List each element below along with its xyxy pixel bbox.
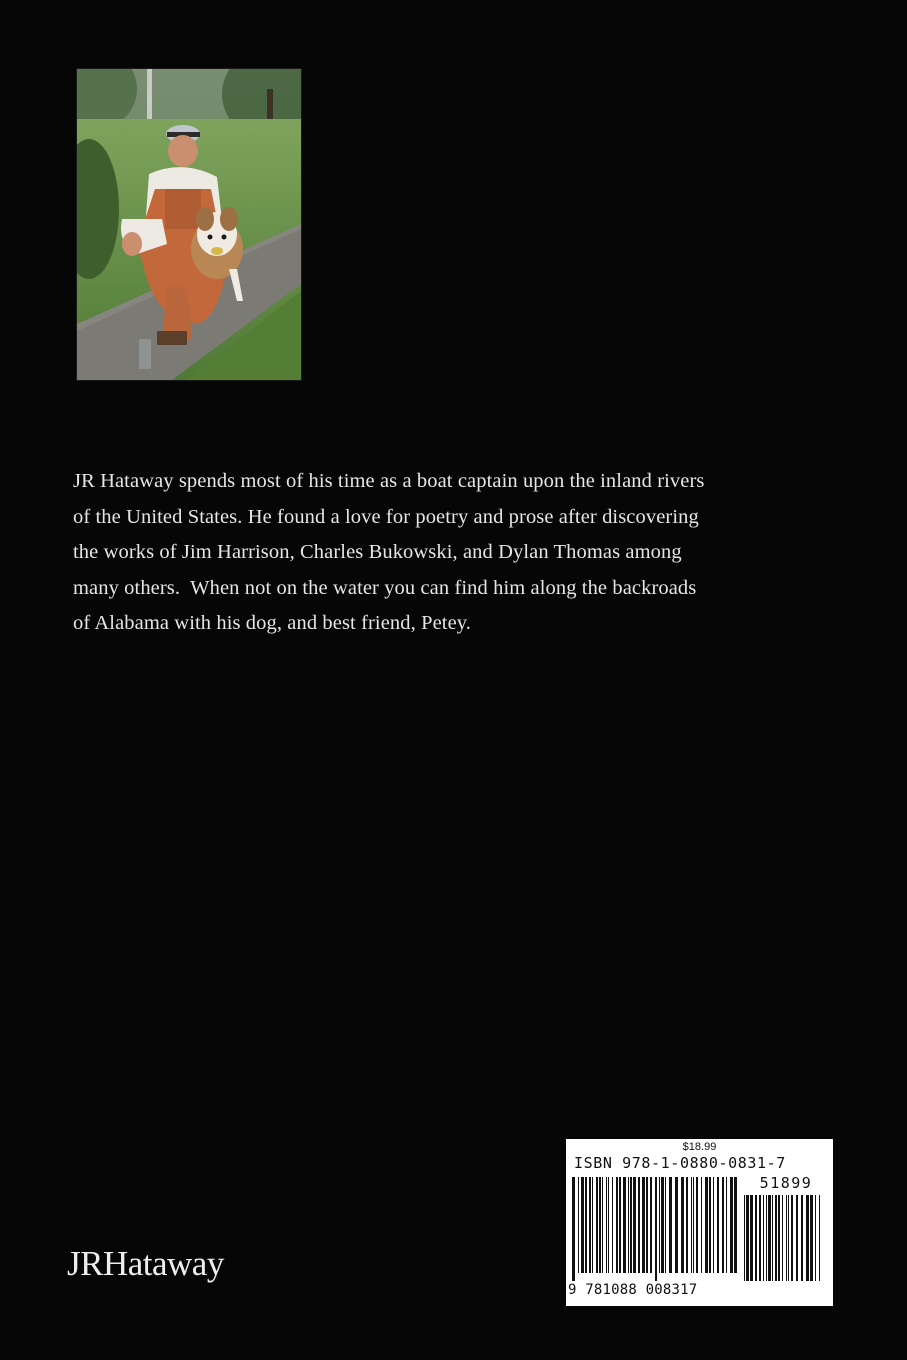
author-signature: JRHataway bbox=[67, 1244, 224, 1283]
bio-line: of the United States. He found a love for poetry and prose after discovering bbox=[73, 505, 699, 528]
addon-digits: 51899 bbox=[759, 1174, 813, 1192]
ean-barcode-bars bbox=[572, 1177, 742, 1281]
bio-line: of Alabama with his dog, and best friend, Petey. bbox=[73, 612, 472, 634]
ean-digits: 9 781088 008317 bbox=[568, 1282, 698, 1298]
author-photo bbox=[76, 68, 302, 381]
isbn-barcode bbox=[566, 1139, 833, 1306]
isbn-number: ISBN 978-1-0880-0831-7 bbox=[574, 1154, 786, 1172]
bio-line: JR Hataway spends most of his time as a boat captain upon the inland rivers bbox=[73, 470, 705, 492]
author-bio bbox=[73, 464, 843, 642]
bio-line: many others. When not on the water you can find him along the backroads bbox=[73, 576, 697, 599]
addon-barcode-bars bbox=[744, 1195, 826, 1281]
price-label: $18.99 bbox=[682, 1141, 717, 1153]
bio-line: the works of Jim Harrison, Charles Bukowski, and Dylan Thomas among bbox=[73, 541, 682, 563]
